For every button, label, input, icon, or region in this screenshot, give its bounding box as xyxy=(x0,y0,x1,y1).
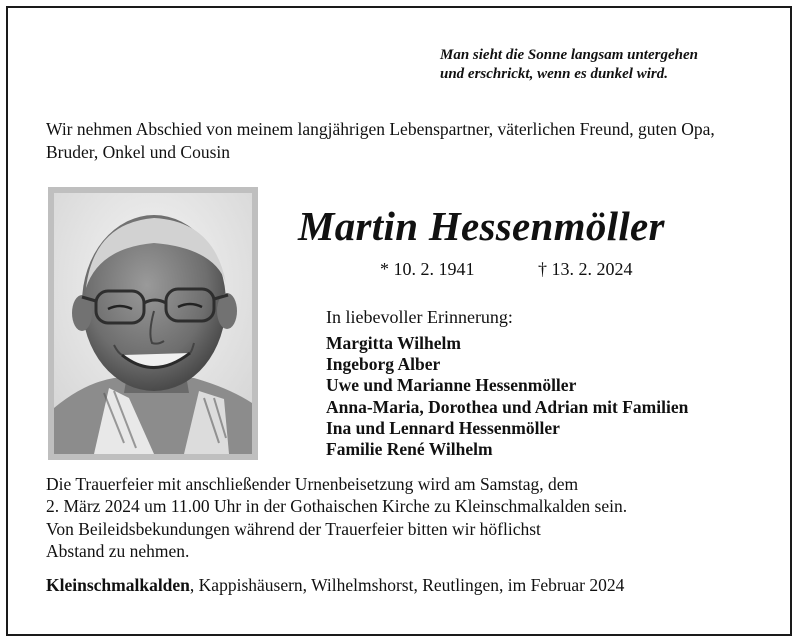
condolence-text xyxy=(46,519,776,562)
place-and-date xyxy=(46,574,624,596)
deceased-name: Martin Hessenmöller xyxy=(298,203,665,249)
portrait-photo xyxy=(48,187,258,460)
motto-quote xyxy=(440,46,780,84)
mourner-name: Ina und Lennard Hessenmöller xyxy=(326,417,560,438)
condolence-line-1: Von Beileidsbekundungen während der Trauerfeier bitten wir höflichst xyxy=(46,519,541,539)
ceremony-text xyxy=(46,474,776,517)
mourners-list xyxy=(326,333,688,460)
place-rest: , Kappishäusern, Wilhelmshorst, Reutlingen, im Februar 2024 xyxy=(189,575,625,595)
condolence-line-2: Abstand zu nehmen. xyxy=(46,540,190,561)
motto-line-2: und erschrickt, wenn es dunkel wird. xyxy=(440,66,668,82)
mourner-name: Margitta Wilhelm xyxy=(326,333,461,353)
mourner-name: Ingeborg Alber xyxy=(326,354,441,375)
memory-label: In liebevoller Erinnerung: xyxy=(326,307,513,327)
mourner-name: Anna-Maria, Dorothea und Adrian mit Familien xyxy=(326,396,689,417)
birth-date: * 10. 2. 1941 xyxy=(380,259,475,279)
death-date: † 13. 2. 2024 xyxy=(538,259,633,279)
mourner-name: Uwe und Marianne Hessenmöller xyxy=(326,375,577,396)
place-town: Kleinschmalkalden xyxy=(46,575,190,595)
intro-text: Wir nehmen Abschied von meinem langjährigen Lebenspartner, väterlichen Freund, guten Opa, Bruder, Onkel und Cousin xyxy=(46,119,715,162)
mourner-name: Familie René Wilhelm xyxy=(326,439,493,460)
motto-line-1: Man sieht die Sonne langsam untergehen xyxy=(440,47,698,63)
portrait-image xyxy=(54,193,252,454)
ceremony-line-2: 2. März 2024 um 11.00 Uhr in der Gothaischen Kirche zu Kleinschmalkalden sein. xyxy=(46,495,628,516)
ceremony-line-1: Die Trauerfeier mit anschließender Urnenbeisetzung wird am Samstag, dem xyxy=(46,474,579,494)
